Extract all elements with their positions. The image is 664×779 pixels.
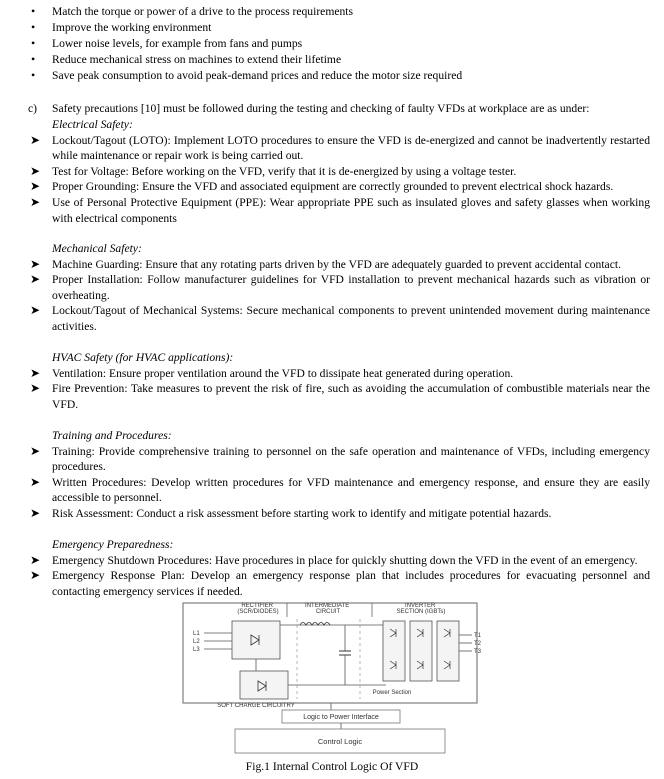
list-item: • Improve the working environment <box>28 20 648 36</box>
arrow-bullet-icon: ➤ <box>30 552 41 567</box>
section-emergency-preparedness <box>28 537 650 599</box>
igbt-leg-3 <box>437 621 459 681</box>
inverter-label-line1: INVERTER <box>405 603 436 609</box>
list-item: ➤ Emergency Response Plan: Develop an emergency response plan that includes procedures for evacuating personnel and contacting emergency services if needed. <box>30 568 650 598</box>
arrow-bullet-icon: ➤ <box>30 365 41 380</box>
paragraph-marker: c) <box>28 102 38 115</box>
intermediate-label-line2: CIRCUIT <box>315 609 341 615</box>
list-item: • Lower noise levels, for example from fans and pumps <box>28 36 648 52</box>
list-item: ➤ Test for Voltage: Before working on the VFD, verify that it is de-energized by using a voltage tester. <box>30 163 517 178</box>
list-item: ➤ Emergency Shutdown Procedures: Have procedures in place for quickly shutting down the VFD in the event of an emergency. <box>30 552 638 567</box>
igbt-leg-1 <box>383 621 405 681</box>
intermediate-label-line1: INTERMEDIATE <box>305 603 350 609</box>
list-item: • Save peak consumption to avoid peak-demand prices and reduce the motor size required <box>28 68 648 84</box>
list-item: ➤ Proper Grounding: Ensure the VFD and associated equipment are correctly grounded to prevent electrical shock hazards. <box>30 179 614 194</box>
list-item: • Match the torque or power of a drive to the process requirements <box>28 4 648 20</box>
list-item: • Reduce mechanical stress on machines to extend their lifetime <box>28 52 648 68</box>
list-item: ➤ Training: Provide comprehensive training to personnel on the safe operation and maintenance of VFDs, including emergency procedures. <box>30 443 650 474</box>
section-mechanical-safety <box>28 241 650 335</box>
list-item: ➤ Machine Guarding: Ensure that any rotating parts driven by the VFD are adequately guarded to prevent accidental contact. <box>30 256 621 271</box>
arrow-bullet-icon: ➤ <box>30 568 41 583</box>
section-title: Electrical Safety: <box>52 118 133 131</box>
igbt-leg-2 <box>410 621 432 681</box>
section-title: Training and Procedures: <box>52 429 172 442</box>
arrow-bullet-icon: ➤ <box>30 163 41 178</box>
section-title: Emergency Preparedness: <box>52 538 174 551</box>
arrow-bullet-icon: ➤ <box>30 132 41 147</box>
list-item: ➤ Lockout/Tagout (LOTO): Implement LOTO procedures to ensure the VFD is de-energized and cannot be inadvertently restarted while maintenance or repair work is being carried out. <box>30 132 650 163</box>
input-label-l3: L3 <box>193 647 200 653</box>
arrow-bullet-icon: ➤ <box>30 474 41 489</box>
figure-caption: Fig.1 Internal Control Logic Of VFD <box>245 760 419 773</box>
power-section-label: Power Section <box>372 690 412 696</box>
arrow-bullet-icon: ➤ <box>30 256 41 271</box>
arrow-bullet-icon: ➤ <box>30 303 41 318</box>
list-item: ➤ Written Procedures: Develop written procedures for VFD maintenance and emergency response, and ensure they are easily accessible to personnel. <box>30 474 650 505</box>
section-electrical-safety <box>28 117 650 226</box>
arrow-bullet-icon: ➤ <box>30 194 41 209</box>
intro-bullet-list <box>28 4 648 84</box>
rectifier-block <box>232 621 280 659</box>
section-hvac-safety <box>28 350 650 412</box>
list-item: ➤ Risk Assessment: Conduct a risk assessment before starting work to identify and mitigate potential hazards. <box>30 505 552 520</box>
input-label-l2: L2 <box>193 639 200 645</box>
section-title: HVAC Safety (for HVAC applications): <box>52 351 234 364</box>
arrow-bullet-icon: ➤ <box>30 272 41 287</box>
section-title: Mechanical Safety: <box>52 242 142 255</box>
vfd-block-diagram <box>0 599 664 779</box>
arrow-bullet-icon: ➤ <box>30 179 41 194</box>
rectifier-label <box>237 603 278 615</box>
paragraph-c <box>28 101 650 117</box>
rectifier-label-line1: RECTIFIER <box>241 603 273 609</box>
output-label-t2: T2 <box>474 641 482 647</box>
output-label-t3: T3 <box>474 649 482 655</box>
arrow-bullet-icon: ➤ <box>30 443 41 458</box>
interface-label: Logic to Power Interface <box>303 714 379 721</box>
input-label-l1: L1 <box>193 631 200 637</box>
soft-charge-label: SOFT CHARGE CIRCUITRY <box>217 703 295 709</box>
rectifier-label-line2: (SCR/DIODES) <box>237 609 279 615</box>
arrow-bullet-icon: ➤ <box>30 381 41 396</box>
section-training-procedures <box>28 428 650 522</box>
arrow-bullet-icon: ➤ <box>30 505 41 520</box>
list-item: ➤ Ventilation: Ensure proper ventilation around the VFD to dissipate heat generated during operation. <box>30 365 514 380</box>
list-item: ➤ Use of Personal Protective Equipment (PPE): Wear appropriate PPE such as insulated gloves and safety glasses when working with electrical components <box>30 194 650 225</box>
paragraph-text: Safety precautions [10] must be followed during the testing and checking of faulty VFDs at workplace are as under: <box>52 102 590 115</box>
list-item: ➤ Proper Installation: Follow manufacturer guidelines for VFD installation to prevent mechanical hazards such as vibration or overheating. <box>30 272 650 302</box>
power-section-outline <box>183 603 477 703</box>
inverter-label-line2: SECTION (IGBTs) <box>396 609 446 615</box>
list-item: ➤ Lockout/Tagout of Mechanical Systems: Secure mechanical components to prevent unintended movement during maintenance activities. <box>30 303 650 333</box>
output-label-t1: T1 <box>474 633 482 639</box>
control-logic-label: Control Logic <box>317 737 363 746</box>
list-item: ➤ Fire Prevention: Take measures to prevent the risk of fire, such as avoiding the accumulation of combustible materials near the VFD. <box>30 381 650 411</box>
